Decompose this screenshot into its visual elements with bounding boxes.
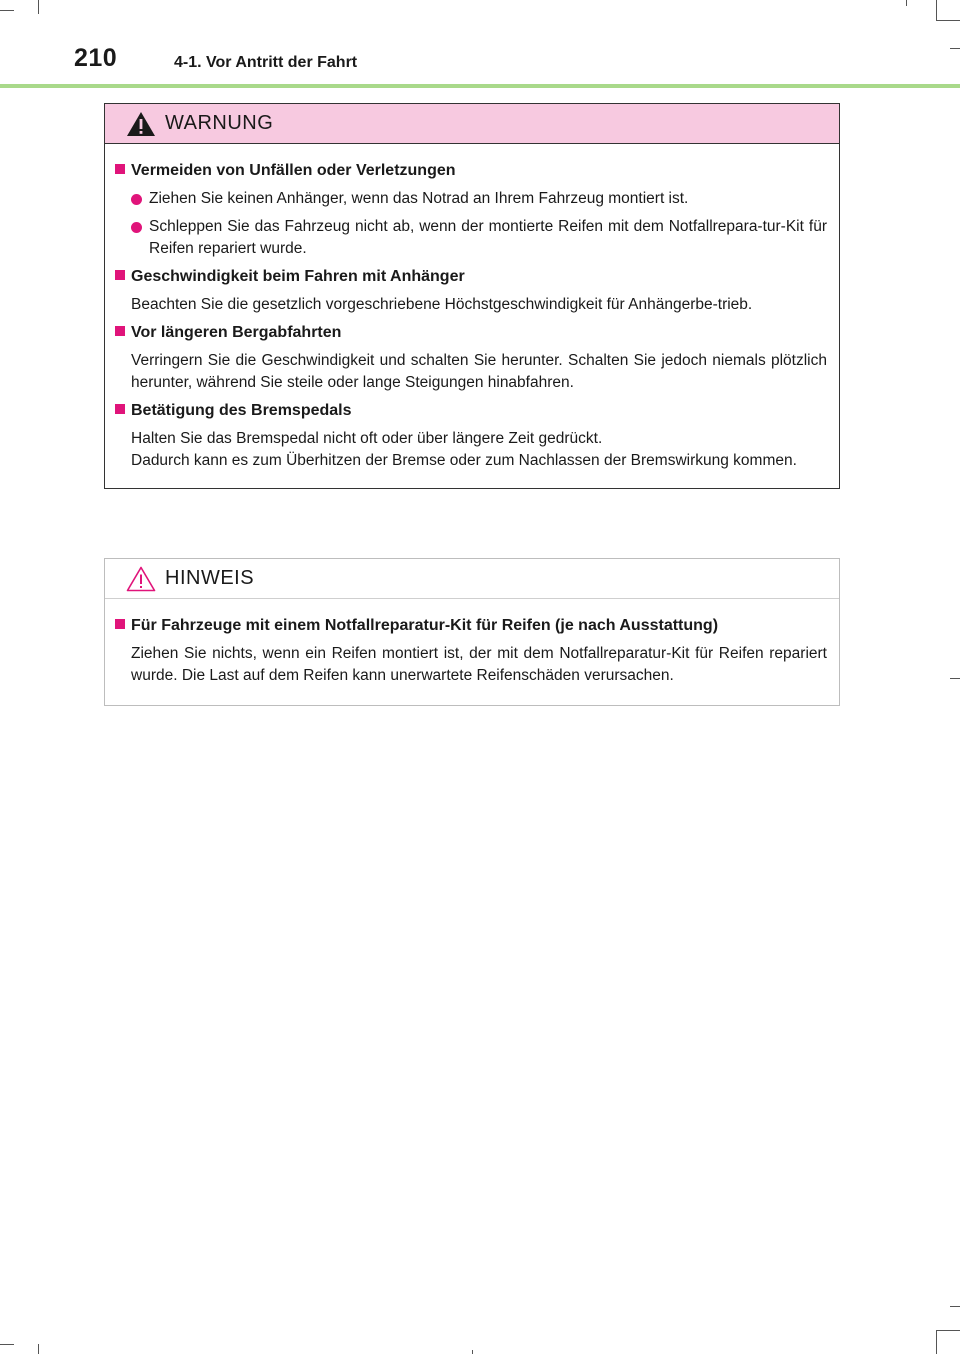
section-heading [115,266,827,288]
caution-triangle-outline-icon [125,565,157,593]
warning-section [115,160,827,260]
section-heading [115,615,827,637]
square-bullet-icon [115,164,125,174]
section-heading [115,322,827,344]
crop-mark [0,1344,14,1345]
page-number: 210 [74,44,118,72]
warning-title: WARNUNG [165,112,274,134]
warning-header [105,104,839,144]
warning-section [115,322,827,394]
section-heading-text: Vermeiden von Unfällen oder Verletzungen [131,162,456,179]
crop-mark [936,1330,960,1331]
crop-mark [936,1330,937,1354]
note-box [104,558,840,706]
header-rule [0,84,960,88]
note-header [105,559,839,599]
crop-mark [472,1350,473,1354]
section-heading-text: Für Fahrzeuge mit einem Notfallreparatur-Kit für Reifen (je nach Ausstattung) [131,617,719,634]
warning-section [115,400,827,472]
crop-mark [950,678,960,679]
section-heading-text: Vor längeren Bergabfahrten [131,324,342,341]
warning-body [105,144,839,488]
section-text: Beachten Sie die gesetzlich vorgeschriebene Höchstgeschwindigkeit für Anhängerbe-trieb. [131,296,753,313]
warning-box [104,103,840,489]
section-text: Ziehen Sie nichts, wenn ein Reifen montiert ist, der mit dem Notfallreparatur-Kit für Reifen repariert wurde. Die Last auf dem Reifen kann unerwartete Reifenschäden verursachen. [131,645,827,684]
section-text: Halten Sie das Bremspedal nicht oft oder über längere Zeit gedrückt. [131,430,603,447]
note-body [105,599,839,705]
list-item [115,188,827,210]
list-item-text: Schleppen Sie das Fahrzeug nicht ab, wenn der montierte Reifen mit dem Notfallrepara-tur-Kit für Reifen repariert wurde. [149,218,827,257]
crop-mark [950,1306,960,1307]
square-bullet-icon [115,326,125,336]
note-section [115,615,827,687]
crop-mark [38,1344,39,1354]
crop-mark [906,0,907,6]
list-item [115,216,827,260]
crop-mark [950,48,960,49]
round-bullet-icon [131,194,142,205]
warning-section [115,266,827,316]
list-item-text: Ziehen Sie keinen Anhänger, wenn das Notrad an Ihrem Fahrzeug montiert ist. [149,190,689,207]
square-bullet-icon [115,270,125,280]
section-heading [115,160,827,182]
section-text: Dadurch kann es zum Überhitzen der Bremse oder zum Nachlassen der Bremswirkung kommen. [131,452,797,469]
section-heading-text: Betätigung des Bremspedals [131,402,352,419]
round-bullet-icon [131,222,142,233]
note-title: HINWEIS [165,567,255,589]
section-title: 4-1. Vor Antritt der Fahrt [174,54,358,71]
crop-mark [0,10,14,11]
crop-mark [936,0,937,20]
section-text: Verringern Sie die Geschwindigkeit und schalten Sie herunter. Schalten Sie jedoch niemals plötzlich herunter, während Sie steile oder lange Steigungen hinabfahren. [131,352,827,391]
section-heading [115,400,827,422]
section-heading-text: Geschwindigkeit beim Fahren mit Anhänger [131,268,465,285]
warning-triangle-icon [125,110,157,138]
crop-mark [936,20,960,21]
square-bullet-icon [115,404,125,414]
crop-mark [38,0,39,14]
square-bullet-icon [115,619,125,629]
